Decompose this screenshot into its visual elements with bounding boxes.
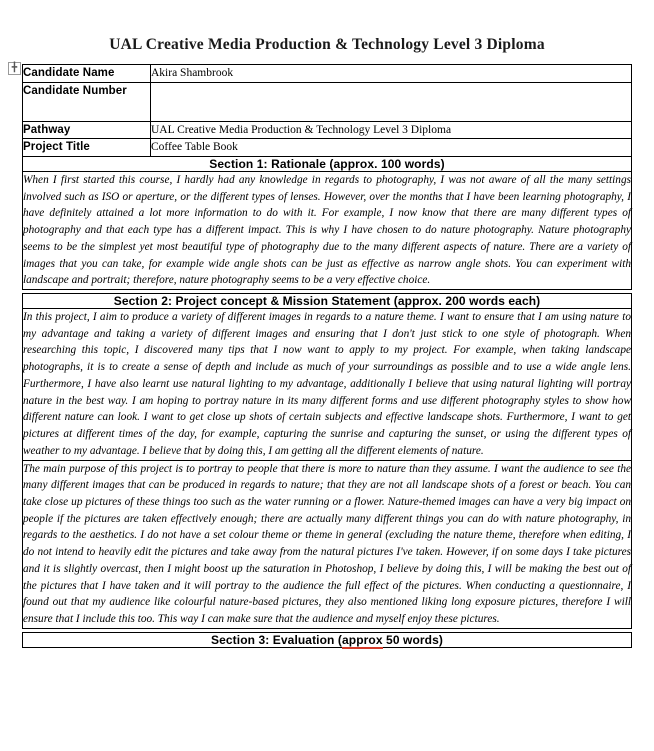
section-1-header-row xyxy=(23,157,632,172)
main-form-table xyxy=(22,64,632,648)
section-2-heading: Section 2: Project concept & Mission Statement (approx. 200 words each) xyxy=(23,294,632,309)
table-row-pathway xyxy=(23,121,632,139)
value-candidate-number[interactable] xyxy=(151,82,632,121)
table-row-project-title xyxy=(23,139,632,157)
value-candidate-name[interactable]: Akira Shambrook xyxy=(151,65,632,83)
value-project-title[interactable]: Coffee Table Book xyxy=(151,139,632,157)
label-project-title: Project Title xyxy=(23,139,151,157)
label-candidate-name: Candidate Name xyxy=(23,65,151,83)
section-3-heading-misspelling: approx xyxy=(342,632,383,647)
value-pathway[interactable]: UAL Creative Media Production & Technology Level 3 Diploma xyxy=(151,121,632,139)
section-2-body-row-2 xyxy=(23,460,632,628)
section-2-paragraph-2: The main purpose of this project is to portray to people that there is more to nature than they assume. I want the audience to see the many different images that can be produced in regards to nature; that they are not all landscape shots of a forest or beach. You can take close up pictures of these things too such as the water running or a flower. Nature-themed images can have a very big impact on people if the pictures are taken effectively enough; there are actually many different things you can do with nature photography, in regards to the aesthetics. I do not have a set colour theme or theme in general (excluding the nature theme, therefore when editing, I do not intend to heavily edit the pictures and take away from the natural pictures I've taken. However, if on some days I take pictures and it is slightly overcast, then I might boost up the saturation in Photoshop, I believe by doing this, I will be making the best out of the pictures that I have taken and it will portray to the audience the full effect of the pictures. When conducting a questionnaire, I found out that my audience like colourful nature-based pictures, they also mentioned liking long exposure pictures, therefore I will ensure that I include this too. This way I can make sure that the audience and myself enjoy these pictures. xyxy=(23,462,631,625)
page-title: UAL Creative Media Production & Technology Level 3 Diploma xyxy=(109,36,545,53)
section-2-header-row xyxy=(23,294,632,309)
section-1-body-row xyxy=(23,172,632,290)
table-row-candidate-name xyxy=(23,65,632,83)
section-3-heading-suffix: 50 words) xyxy=(382,632,443,647)
label-candidate-number: Candidate Number xyxy=(23,82,151,121)
section-1-paragraph-1: When I first started this course, I hardly had any knowledge in regards to photography, I was not aware of all the many settings involved such as ISO or aperture, or the different types of lenses. However, over the months that I have been learning photography, I have definitely attained a lot more information to do with it. For example, I now know that there are many different types of photography and that each type has a different impact. This is why I have chosen to do nature photography. Nature photography seems to be the simplest yet most beautiful type of photography due to the many different aspects of nature. There are a variety of images that you can take, for example wide angle shots can be just as effective as narrow angle shots. You can experiment with landscape and portrait; therefore, nature photography seems to be a very effective choice. xyxy=(23,174,631,287)
section-2-body-concept[interactable] xyxy=(23,309,632,460)
label-pathway: Pathway xyxy=(23,121,151,139)
section-3-heading-prefix: Section 3: Evaluation ( xyxy=(211,632,343,647)
section-2-body-mission[interactable] xyxy=(23,460,632,628)
table-row-candidate-number xyxy=(23,82,632,121)
section-3-header-row xyxy=(23,632,632,647)
section-2-paragraph-1: In this project, I aim to produce a variety of different images in regards to a nature theme. I want to ensure that I am using nature to my advantage and taking a variety of different images and ensuring that I don't just stick to one style of photograph. When researching this topic, I discovered many tips that I now want to apply to my project. For example, when taking landscape photographs, it is to create a sense of depth and include as much of your surroundings as possible and to use a wide angle lens. Furthermore, I have also learnt use natural lighting to my advantage, additionally I believe that using natural lighting will portray nature in the best way. I am hoping to portray nature in its many different forms and use different photography styles to show how different nature can look. I want to get close up shots of certain subjects and effective landscape shots. Furthermore, I want to get pictures at different times of the day, for example, capturing the sunrise and capturing the sunset, or using the different types of weather to my advantage. I believe that by doing this, I am getting all the different elements of nature. xyxy=(23,311,631,457)
section-1-body[interactable] xyxy=(23,172,632,290)
table-move-handle-icon[interactable]: ╋ xyxy=(8,62,21,75)
section-2-body-row-1 xyxy=(23,309,632,460)
section-1-heading: Section 1: Rationale (approx. 100 words) xyxy=(23,157,632,172)
section-3-heading xyxy=(23,632,632,647)
